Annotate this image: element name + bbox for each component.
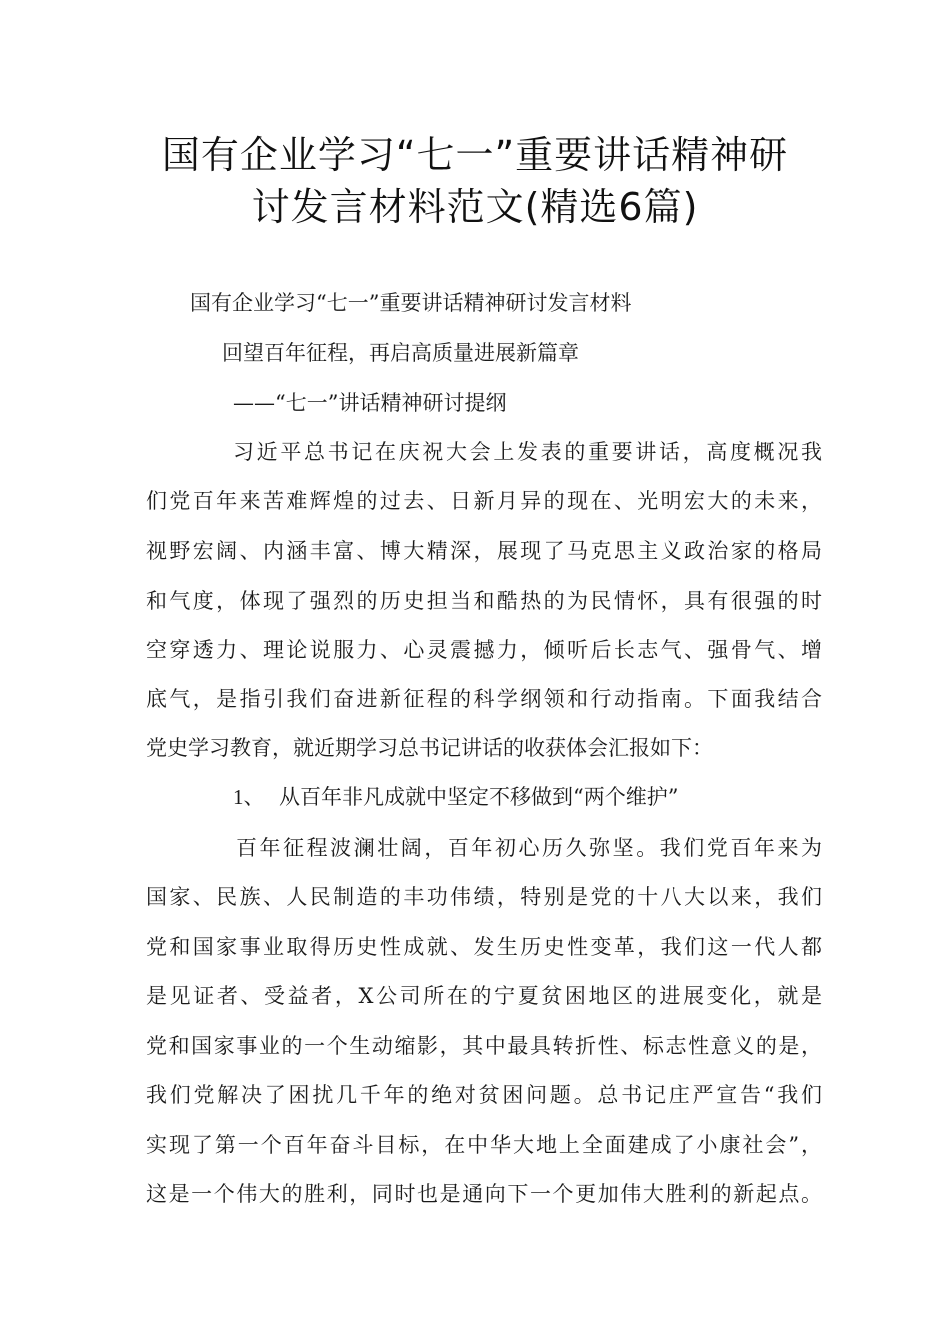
section-1-text: 从百年非凡成就中坚定不移做到“两个维护”	[279, 785, 679, 809]
paragraph-1-line: 们党百年来苦难辉煌的过去、日新月异的现在、光明宏大的未来，	[146, 489, 822, 513]
paragraph-2-line: 我们党解决了困扰几千年的绝对贫困问题。总书记庄严宣告“我们	[146, 1083, 822, 1107]
paragraph-2-line: 百年征程波澜壮阔，百年初心历久弥坚。我们党百年来为	[236, 836, 822, 860]
paragraph-1-line: 和气度，体现了强烈的历史担当和酷热的为民情怀，具有很强的时	[146, 589, 822, 613]
section-1-number: 1、	[233, 785, 265, 809]
section-heading: 回望百年征程，再启高质量进展新篇章	[222, 341, 579, 365]
paragraph-2-line: 实现了第一个百年奋斗目标，在中华大地上全面建成了小康社会”，	[146, 1133, 822, 1157]
section-1-heading	[233, 782, 678, 812]
paragraph-2-line: 党和国家事业的一个生动缩影，其中最具转折性、标志性意义的是，	[146, 1034, 822, 1058]
document-title-line-1: 国有企业学习“七一”重要讲话精神研	[161, 133, 789, 177]
document-title-line-2: 讨发言材料范文(精选6篇)	[251, 185, 699, 229]
paragraph-1-line: 党史学习教育，就近期学习总书记讲话的收获体会汇报如下：	[146, 736, 713, 760]
paragraph-1-line: 空穿透力、理论说服力、心灵震撼力，倾听后长志气、强骨气、增	[146, 638, 822, 662]
document-subtitle: 国有企业学习“七一”重要讲话精神研讨发言材料	[190, 291, 632, 315]
paragraph-1-line: 习近平总书记在庆祝大会上发表的重要讲话，高度概况我	[233, 440, 822, 464]
paragraph-2-line: 这是一个伟大的胜利，同时也是通向下一个更加伟大胜利的新起点。	[146, 1182, 822, 1206]
section-subheading: ——“七一”讲话精神研讨提纲	[233, 391, 507, 415]
paragraph-2-line: 党和国家事业取得历史性成就、发生历史性变革，我们这一代人都	[146, 935, 822, 959]
paragraph-1-line: 视野宏阔、内涵丰富、博大精深，展现了马克思主义政治家的格局	[146, 539, 822, 563]
paragraph-2-line: 是见证者、受益者，X公司所在的宁夏贫困地区的进展变化，就是	[146, 984, 822, 1008]
paragraph-1-line: 底气，是指引我们奋进新征程的科学纲领和行动指南。下面我结合	[146, 687, 822, 711]
paragraph-2-line: 国家、民族、人民制造的丰功伟绩，特别是党的十八大以来，我们	[146, 885, 822, 909]
